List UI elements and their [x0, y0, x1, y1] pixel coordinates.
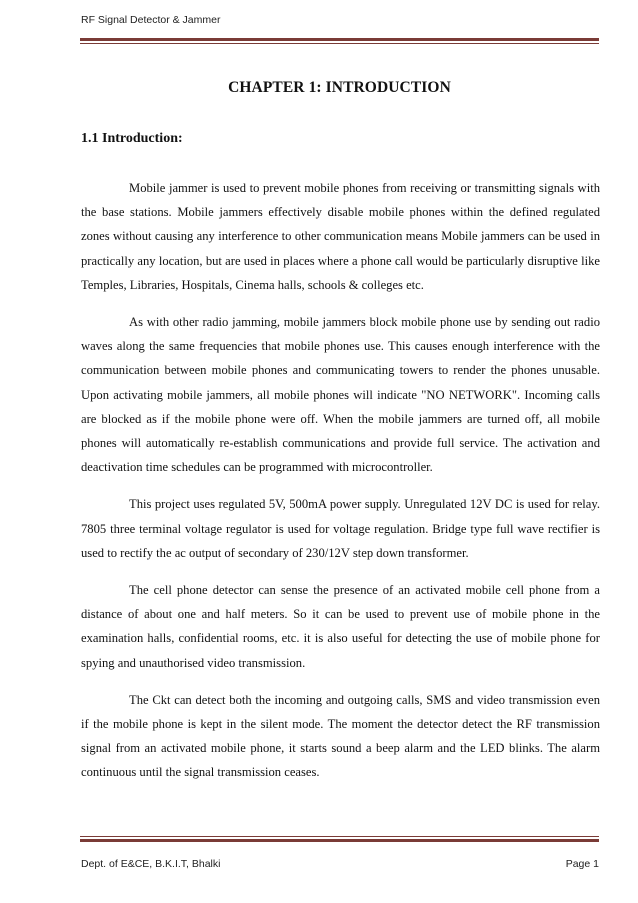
paragraph-3: This project uses regulated 5V, 500mA power supply. Unregulated 12V DC is used for relay. 7805 three terminal voltage regulator is used for voltage regulation. Bridge type full wave rectifier is used to rectify the ac output of secondary of 230/12V step down transformer.	[81, 497, 600, 560]
paragraph-5: The Ckt can detect both the incoming and outgoing calls, SMS and video transmission even if the mobile phone is kept in the silent mode. The moment the detector detect the RF transmission signal from an activated mobile phone, it starts sound a beep alarm and the LED blinks. The alarm continuous until the signal transmission ceases.	[81, 692, 600, 780]
footer-rule-thick	[80, 839, 599, 842]
body-text	[81, 176, 600, 798]
paragraph-1: Mobile jammer is used to prevent mobile phones from receiving or transmitting signals with the base stations. Mobile jammers effectively disable mobile phones within the defined regulated zones without causing any interference to other communication means Mobile jammers can be used in practically any location, but are used in places where a phone call would be particularly disruptive like Temples, Libraries, Hospitals, Cinema halls, schools & colleges etc.	[81, 181, 600, 292]
paragraph-2: As with other radio jamming, mobile jammers block mobile phone use by sending out radio waves along the same frequencies that mobile phones use. This causes enough interference with the communication between mobile phones and communicating towers to render the phones unusable. Upon activating mobile jammers, all mobile phones will indicate "NO NETWORK". Incoming calls are blocked as if the mobile phone were off. When the mobile jammers are turned off, all mobile phones will automatically re-establish communications and provide full service. The activation and deactivation time schedules can be programmed with microcontroller.	[81, 315, 600, 475]
page-number: Page 1	[565, 858, 599, 870]
chapter-title: CHAPTER 1: INTRODUCTION	[228, 79, 451, 96]
header-rule-thin	[80, 43, 599, 44]
paragraph-4: The cell phone detector can sense the presence of an activated mobile cell phone from a distance of about one and half meters. So it can be used to prevent use of mobile phone in the examination halls, confidential rooms, etc. it is also useful for detecting the use of mobile phone for spying and unauthorised video transmission.	[81, 583, 600, 670]
header-rule-thick	[80, 38, 599, 41]
running-header: RF Signal Detector & Jammer	[81, 14, 221, 26]
footer-rule-thin	[80, 836, 599, 837]
section-heading: 1.1 Introduction:	[81, 131, 183, 146]
footer-department: Dept. of E&CE, B.K.I.T, Bhalki	[81, 858, 221, 870]
